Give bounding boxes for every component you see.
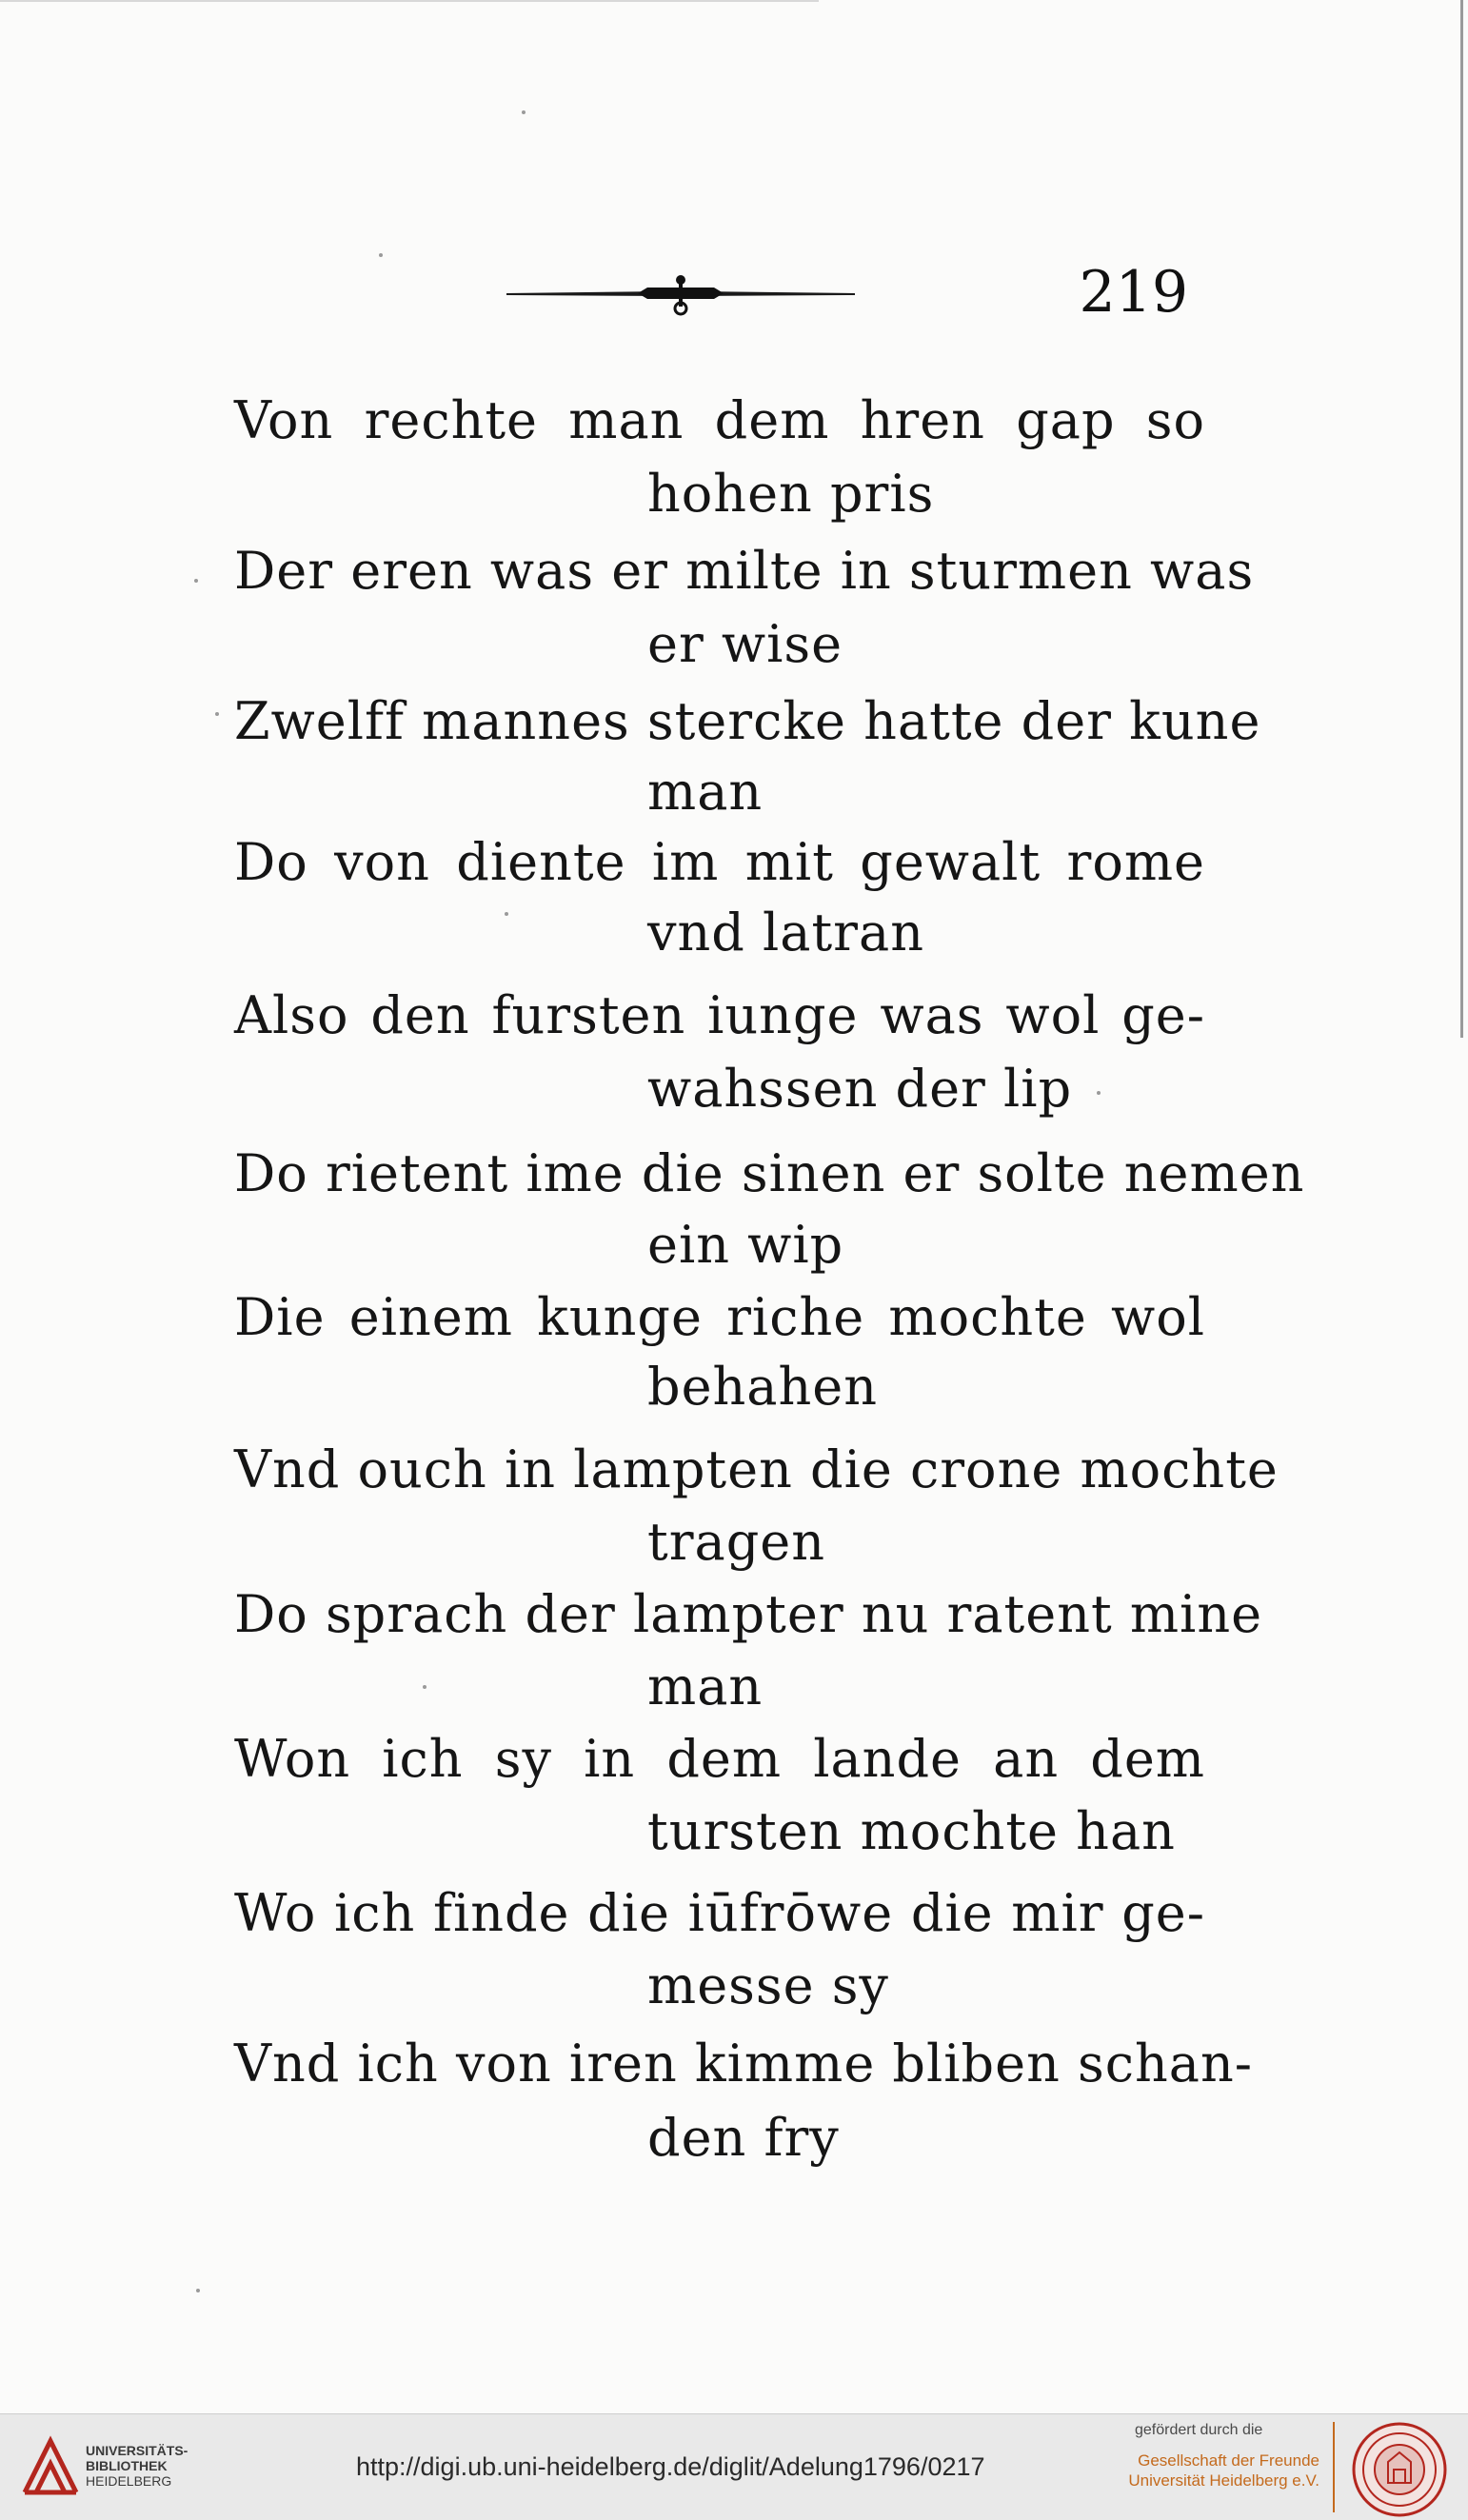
scan-speck <box>379 253 383 257</box>
funded-by-label: gefördert durch die <box>1135 2422 1263 2438</box>
library-name-line: BIBLIOTHEK <box>86 2458 168 2473</box>
scan-speck <box>194 579 198 583</box>
verse-continuation: er wise <box>647 614 843 674</box>
verse-continuation: behahen <box>647 1357 879 1417</box>
verse-continuation: hohen pris <box>647 464 935 524</box>
ub-heidelberg-logo-icon[interactable] <box>17 2433 84 2500</box>
society-name-line: Gesellschaft der Freunde <box>1138 2451 1319 2470</box>
verse-continuation: messe sy <box>647 1955 889 2015</box>
verse-continuation: man <box>647 1657 764 1716</box>
verse-continuation: vnd latran <box>647 903 924 962</box>
verse-continuation: ein wip <box>647 1215 844 1275</box>
verse-continuation: tursten mochte han <box>647 1801 1176 1861</box>
scan-speck <box>1097 1091 1101 1095</box>
scan-speck <box>196 2289 200 2292</box>
verse-line: Vnd ouch in lampten die crone mochte <box>234 1439 1279 1499</box>
library-name[interactable] <box>86 2443 188 2489</box>
digitization-footer <box>0 2413 1468 2520</box>
society-name-line: Universität Heidelberg e.V. <box>1128 2471 1319 2490</box>
verse-line: Vnd ich von iren kimme bliben schan- <box>234 2034 1253 2093</box>
verse-line: Der eren was er milte in sturmen was <box>234 541 1255 601</box>
university-seal-icon <box>1350 2420 1449 2519</box>
verse-line: Do rietent ime die sinen er solte nemen <box>234 1143 1305 1203</box>
verse-continuation: tragen <box>647 1512 826 1572</box>
verse-line: Wo ich finde die iūfrōwe die mir ge- <box>234 1883 1205 1943</box>
verse-line: Die einem kunge riche mochte wol <box>234 1287 1205 1347</box>
verse-line: Von rechte man dem hren gap so <box>234 390 1205 450</box>
verse-line: Zwelff mannes stercke hatte der kune <box>234 691 1261 751</box>
scan-speck <box>505 912 508 916</box>
verse-continuation: man <box>647 762 764 822</box>
verse-line: Do von diente im mit gewalt rome <box>234 832 1205 892</box>
scan-speck <box>423 1685 427 1689</box>
library-name-line: UNIVERSITÄTS- <box>86 2443 188 2458</box>
page-number: 219 <box>1079 259 1188 326</box>
verse-continuation: wahssen der lip <box>647 1059 1073 1119</box>
scan-speck <box>215 712 219 716</box>
scan-speck <box>522 110 526 114</box>
verse-line: Won ich sy in dem lande an dem <box>234 1729 1205 1789</box>
footer-divider <box>1333 2422 1335 2512</box>
verse-line: Do sprach der lampter nu ratent mine <box>234 1584 1263 1644</box>
verse-line: Also den fursten iunge was wol ge- <box>234 985 1205 1045</box>
library-name-line: HEIDELBERG <box>86 2473 172 2489</box>
society-name[interactable] <box>1095 2451 1319 2490</box>
permalink-url[interactable]: http://digi.ub.uni-heidelberg.de/diglit/Adelung1796/0217 <box>356 2452 985 2481</box>
verse-continuation: den fry <box>647 2108 840 2168</box>
